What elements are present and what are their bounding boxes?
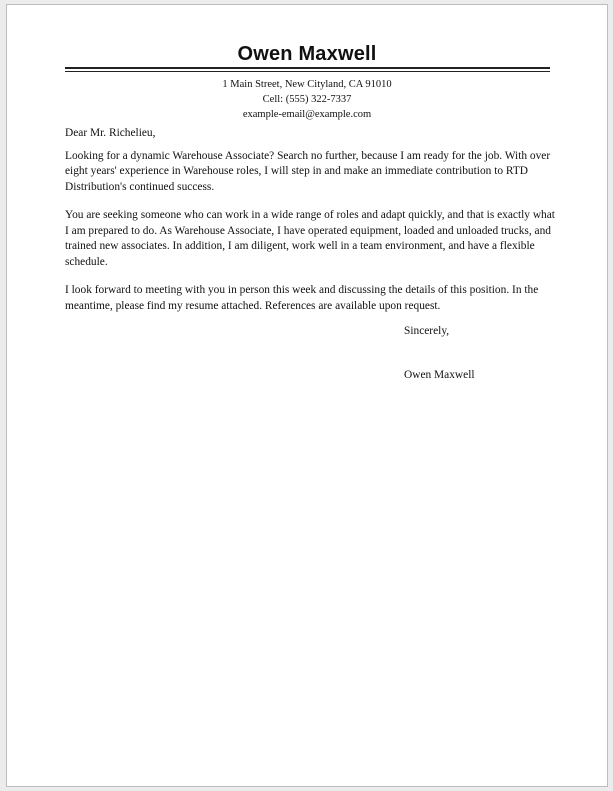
closing-sincerely: Sincerely,: [404, 325, 450, 337]
header-rule-thick: [65, 67, 550, 69]
contact-address: 1 Main Street, New Cityland, CA 91010: [222, 79, 392, 90]
letter-page: [6, 4, 608, 787]
contact-cell: Cell: (555) 322-7337: [262, 94, 352, 105]
paragraph-qualifications: You are seeking someone who can work in a wide range of roles and adapt quickly, and that is exactly what I am prepared to do. As Warehouse Associate, I have operated equipment, loaded and unloaded trucks, and trained new associates. In addition, I am diligent, work well in a team environment, and have a flexible schedule.: [65, 209, 555, 268]
contact-email: example-email@example.com: [242, 109, 372, 120]
contact-block: [7, 77, 607, 122]
salutation: Dear Mr. Richelieu,: [65, 127, 156, 139]
letter-body: [65, 126, 555, 327]
header-rule-thin: [65, 71, 550, 72]
paragraph-closing: I look forward to meeting with you in person this week and discussing the details of this position. In the meantime, please find my resume attached. References are available upon request.: [65, 284, 539, 312]
signature-name: Owen Maxwell: [404, 369, 475, 381]
paragraph-intro: Looking for a dynamic Warehouse Associate? Search no further, because I am ready for the job. With over eight years' experience in Warehouse roles, I will step in and make an immediate contribution to RTD Distribution's continued success.: [65, 149, 551, 193]
applicant-name-heading: Owen Maxwell: [237, 43, 377, 65]
